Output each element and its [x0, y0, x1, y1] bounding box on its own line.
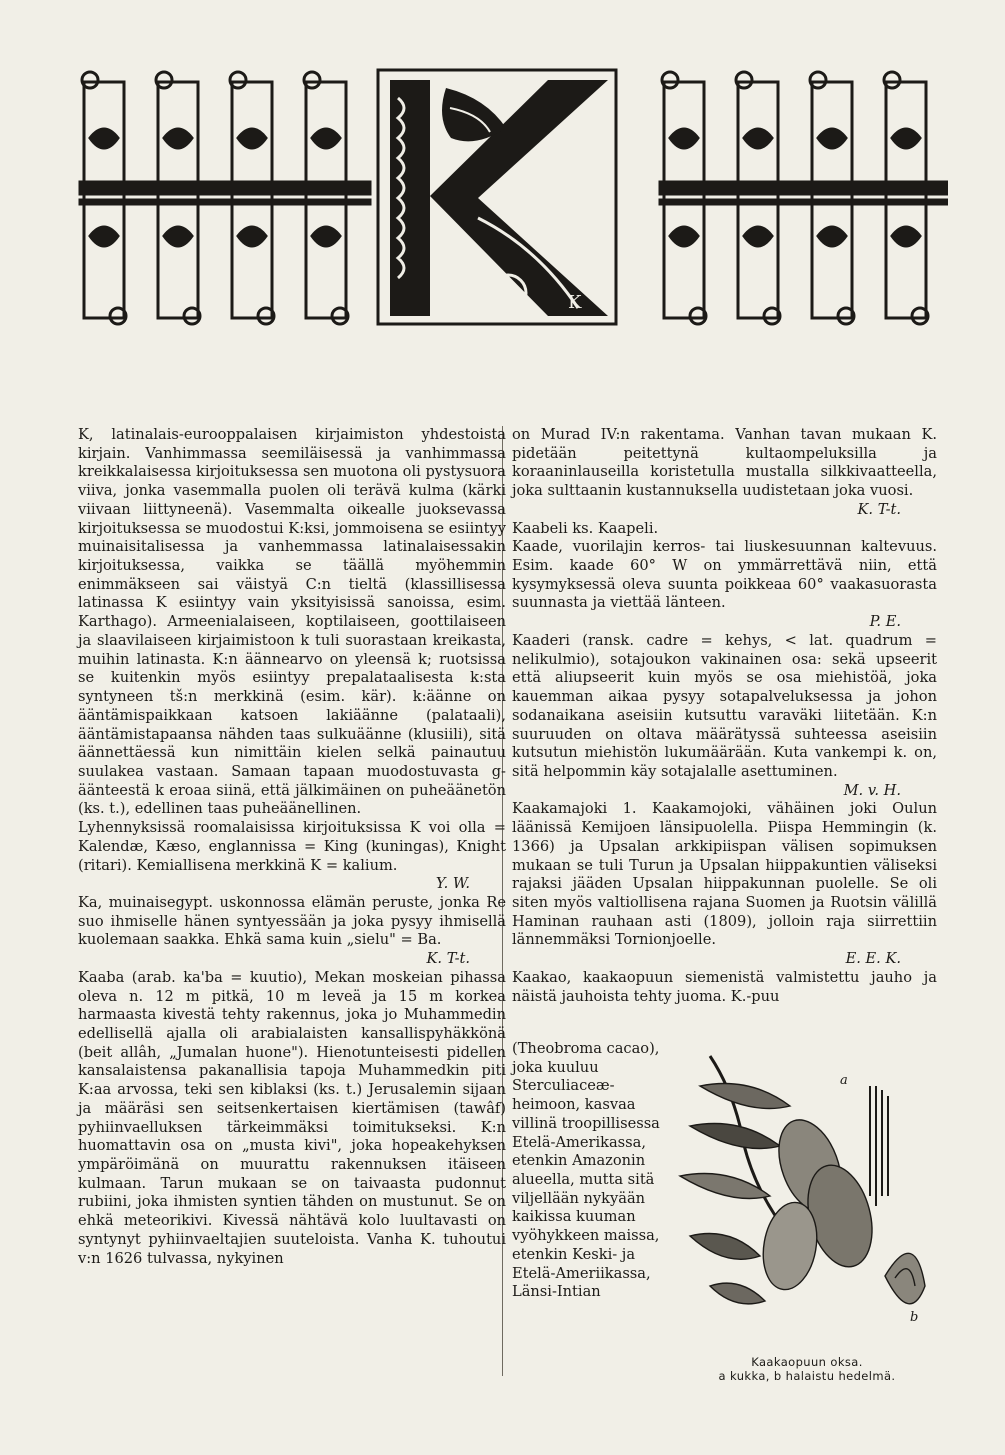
article-kaade: Kaade, vuorilajin kerros- tai liuskesuunnan kaltevuus. Esim. kaade 60° W on ymmärrettävä niin, että kysymyksessä oleva suunta poikkeaa 60° vaakasuorasta suunnasta ja viettää länteen.: [512, 538, 937, 612]
signature: E. E. K.: [845, 950, 901, 968]
left-column: [78, 426, 506, 1268]
ornamental-header: [78, 68, 948, 326]
article-kaaderi: Kaaderi (ransk. cadre = kehys, < lat. quadrum = nelikulmio), sotajoukon vakinainen osa: sekä upseerit että aliupseerit kuin myös se osa miehistöä, joka kauemman aikaa pysyy sotapalveluksessa ja johon sodanaikana aseisiin kutsuttu varaväki liitetään. K:n suuruuden on oltava määrätyssä suhteessa aseisiin kutsutun miehistön lukumäärään. Kuta vankempi k. on, sitä helpommin käy sotajalalle asettuminen.: [512, 631, 937, 780]
signature: K. T-t.: [857, 500, 901, 518]
caption-title: Kaakaopuun oksa.: [751, 1355, 863, 1369]
signature: Y. W.: [435, 875, 470, 893]
article-kaakao-continued: (Theobroma cacao), joka kuuluu Sterculiaceæ-heimoon, kasvaa villinä troopillisessa Etelä-Amerikassa, etenkin Amazonin alueella, mutta sitä viljellään nykyään kaikissa kuuman vyöhykkeen maissa, etenkin Keski- ja Etelä-Ameriikassa, Länsi-Intian: [512, 1040, 660, 1301]
caption-legend: a kukka, b halaistu hedelmä.: [718, 1369, 896, 1383]
article-kaaba-continued: on Murad IV:n rakentama. Vanhan tavan mukaan K. pidetään peitettynä kultaompeluksilla ja koraaninlauseilla koristetulla mustalla silkkivaatteella, joka sulttaanin kustannuksella uudistetaan joka vuosi.: [512, 426, 937, 500]
article-kaakamajoki: Kaakamajoki 1. Kaakamojoki, vähäinen joki Oulun läänissä Kemijoen länsipuolella. Piispa Hemmingin (k. 1366) ja Upsalan arkkipiispan välisen sopimuksen mukaan se tuli Turun ja Upsalan hiippakuntien väliseksi rajaksi jääden Upsalan hiippakunnan puolelle. Se oli siten myös valtiollisena rajana Suomen ja Ruotsin välillä Haminan rauhaan asti (1809), jolloin raja siirrettiin lännemmäksi Tornionjoelle.: [512, 800, 937, 949]
right-frieze-icon: [660, 72, 948, 324]
left-frieze-icon: [80, 72, 370, 324]
signature: M. v. H.: [843, 781, 901, 799]
svg-text:b: b: [910, 1310, 919, 1325]
cacao-section: [512, 1040, 937, 1383]
article-k-abbreviations: Lyhennyksissä roomalaisissa kirjoituksissa K voi olla = Kalendæ, Kæso, englannissa = King (kuningas), Knight (ritari). Kemiallisena merkkinä K = kalium.: [78, 819, 506, 874]
cacao-branch-icon: [670, 1046, 935, 1346]
article-k: K, latinalais-eurooppalaisen kirjaimiston yhdestoista kirjain. Vanhimmassa seemiläisessä ja vanhimmassa kreikkalaisessa kirjoituksessa sen muotona oli pystysuora viiva, jonka vasemmalla puolen oli terävä kulma (kärki viivaan liittyneenä). Vasemmalta oikealle juoksevassa kirjoituksessa se muodostui K:ksi, jommoisena se esiintyy muinaisitalisessa ja vanhemmassa latinalaisessakin kirjoituksessa, vaikka se täällä myöhemmin enimmäkseen sai väistyä C:n tieltä (klassillisessa latinassa K esiintyy vain yksityisissä sanoissa, esim. Karthago). Armeenialaiseen, koptilaiseen, goottilaiseen ja slaavilaiseen kirjaimistoon k tuli suorastaan kreikasta, muihin latinasta. K:n äännearvo on yleensä k; ruotsissa se kuitenkin myös esiintyy prepalataalisesta k:sta syntyneen tš:n merkkinä (esim. kär). k:äänne on ääntämispaikkaan katsoen lakiäänne (palataali), ääntämistapaansa nähden taas sulkuäänne (klusiili), sitä äännettäessä kun nimittäin kielen selkä painautuu suulakea vastaan. Samaan tapaan muodostuvasta g-äänteestä k eroaa siinä, että jälkimäinen on puheäänetön (ks. t.), edellinen taas puheäänellinen.: [78, 426, 506, 818]
initial-letter: K: [568, 292, 582, 313]
article-kaaba: Kaaba (arab. ka'ba = kuutio), Mekan moskeian pihassa oleva n. 12 m pitkä, 10 m leveä ja 15 m korkea harmaasta kivestä tehty rakennus, joka jo Muhammedin edellisellä ajalla oli arabialaisten kansallispyhäkkönä (beit allâh, „Jumalan huone"). Hienotunteisesti pidellen kansalaistensa pakanallisia tapoja Muhammedkin piti K:aa arvossa, teki sen kiblaksi (ks. t.) Jerusalemin sijaan ja määräsi sen seitsenkertaisen kiertämisen (tawâf) pyhiinvaelluksen tärkeimmäksi toimitukseksi. K:n huomattavin osa on „musta kivi", joka hopeakehyksen ympäröimänä on muurattu rakennuksen itäiseen kulmaan. Tarun mukaan se on taivaasta pudonnut rubiini, joka ihmisten syntien tähden on mustunut. Se on ehkä meteorikivi. Kivessä nähtävä kolo luultavasti on syntynyt pyhiinvaeltajien suuteloista. Vanha K. tuhoutui v:n 1626 tulvassa, nykyinen: [78, 968, 506, 1267]
article-kaabeli: Kaabeli ks. Kaapeli.: [512, 519, 659, 537]
article-kaakao: Kaakao, kaakaopuun siemenistä valmistettu jauho ja näistä jauhoista tehty juoma. K.-puu: [512, 968, 937, 1005]
right-column: [512, 426, 937, 1006]
ornament-frieze-icon: [78, 68, 948, 326]
signature: P. E.: [869, 613, 901, 631]
initial-k-icon: [378, 70, 616, 324]
figure-caption: [682, 1355, 932, 1383]
svg-text:a: a: [840, 1073, 848, 1088]
article-ka: Ka, muinaisegypt. uskonnossa elämän peruste, jonka Re suo ihmiselle hänen syntyessään ja joka pysyy ihmisellä kuolemaan saakka. Ehkä sama kuin „sielu" = Ba.: [78, 893, 506, 949]
cacao-text: [512, 1040, 662, 1302]
signature: K. T-t.: [426, 950, 470, 968]
